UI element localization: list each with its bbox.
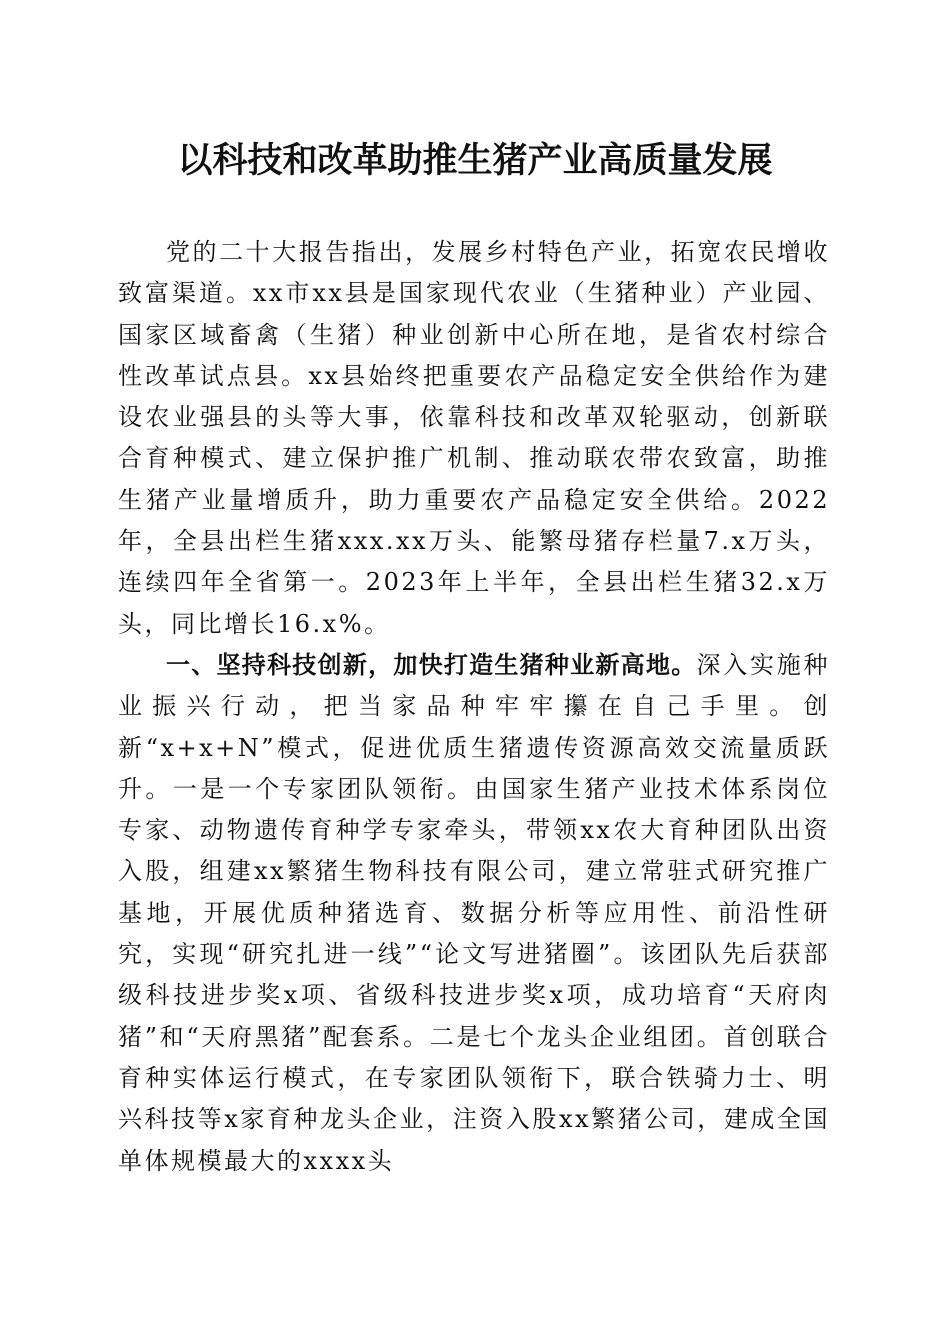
paragraph-text: 深入实施种业振兴行动，把当家品种牢牢攥在自己手里。创新“x+x+N”模式，促进优质生猪遗传资源高效交流量质跃升。一是一个专家团队领衔。由国家生猪产业技术体系岗位专家、动物遗传育种学专家牵头，带领xx农大育种团队出资入股，组建xx繁猪生物科技有限公司，建立常驻式研究推广基地，开展优质种猪选育、数据分析等应用性、前沿性研究，实现“研究扎进一线”“论文写进猪圈”。该团队先后获部级科技进步奖x项、省级科技进步奖x项，成功培育“天府肉猪”和“天府黑猪”配套系。二是七个龙头企业组团。首创联合育种实体运行模式，在专家团队领衔下，联合铁骑力士、明兴科技等x家育种龙头企业，注资入股xx繁猪公司，建成全国单体规模最大的xxxx头 <box>118 650 831 1175</box>
paragraph-section-one <box>118 645 830 1182</box>
paragraph-text: 党的二十大报告指出，发展乡村特色产业，拓宽农民增收致富渠道。xx市xx县是国家现代农业（生猪种业）产业园、国家区域畜禽（生猪）种业创新中心所在地，是省农村综合性改革试点县。xx县始终把重要农产品稳定安全供给作为建设农业强县的头等大事，依靠科技和改革双轮驱动，创新联合育种模式、建立保护推广机制、推动联农带农致富，助推生猪产业量增质升，助力重要农产品稳定安全供给。2022年，全县出栏生猪xxx.xx万头、能繁母猪存栏量7.x万头，连续四年全省第一。2023年上半年，全县出栏生猪32.x万头，同比增长16.x%。 <box>118 238 830 638</box>
section-heading: 一、坚持科技创新，加快打造生猪种业新高地。 <box>166 650 697 679</box>
document-body <box>118 232 830 1182</box>
page-title: 以科技和改革助推生猪产业高质量发展 <box>177 140 773 181</box>
paragraph-intro <box>118 232 830 645</box>
